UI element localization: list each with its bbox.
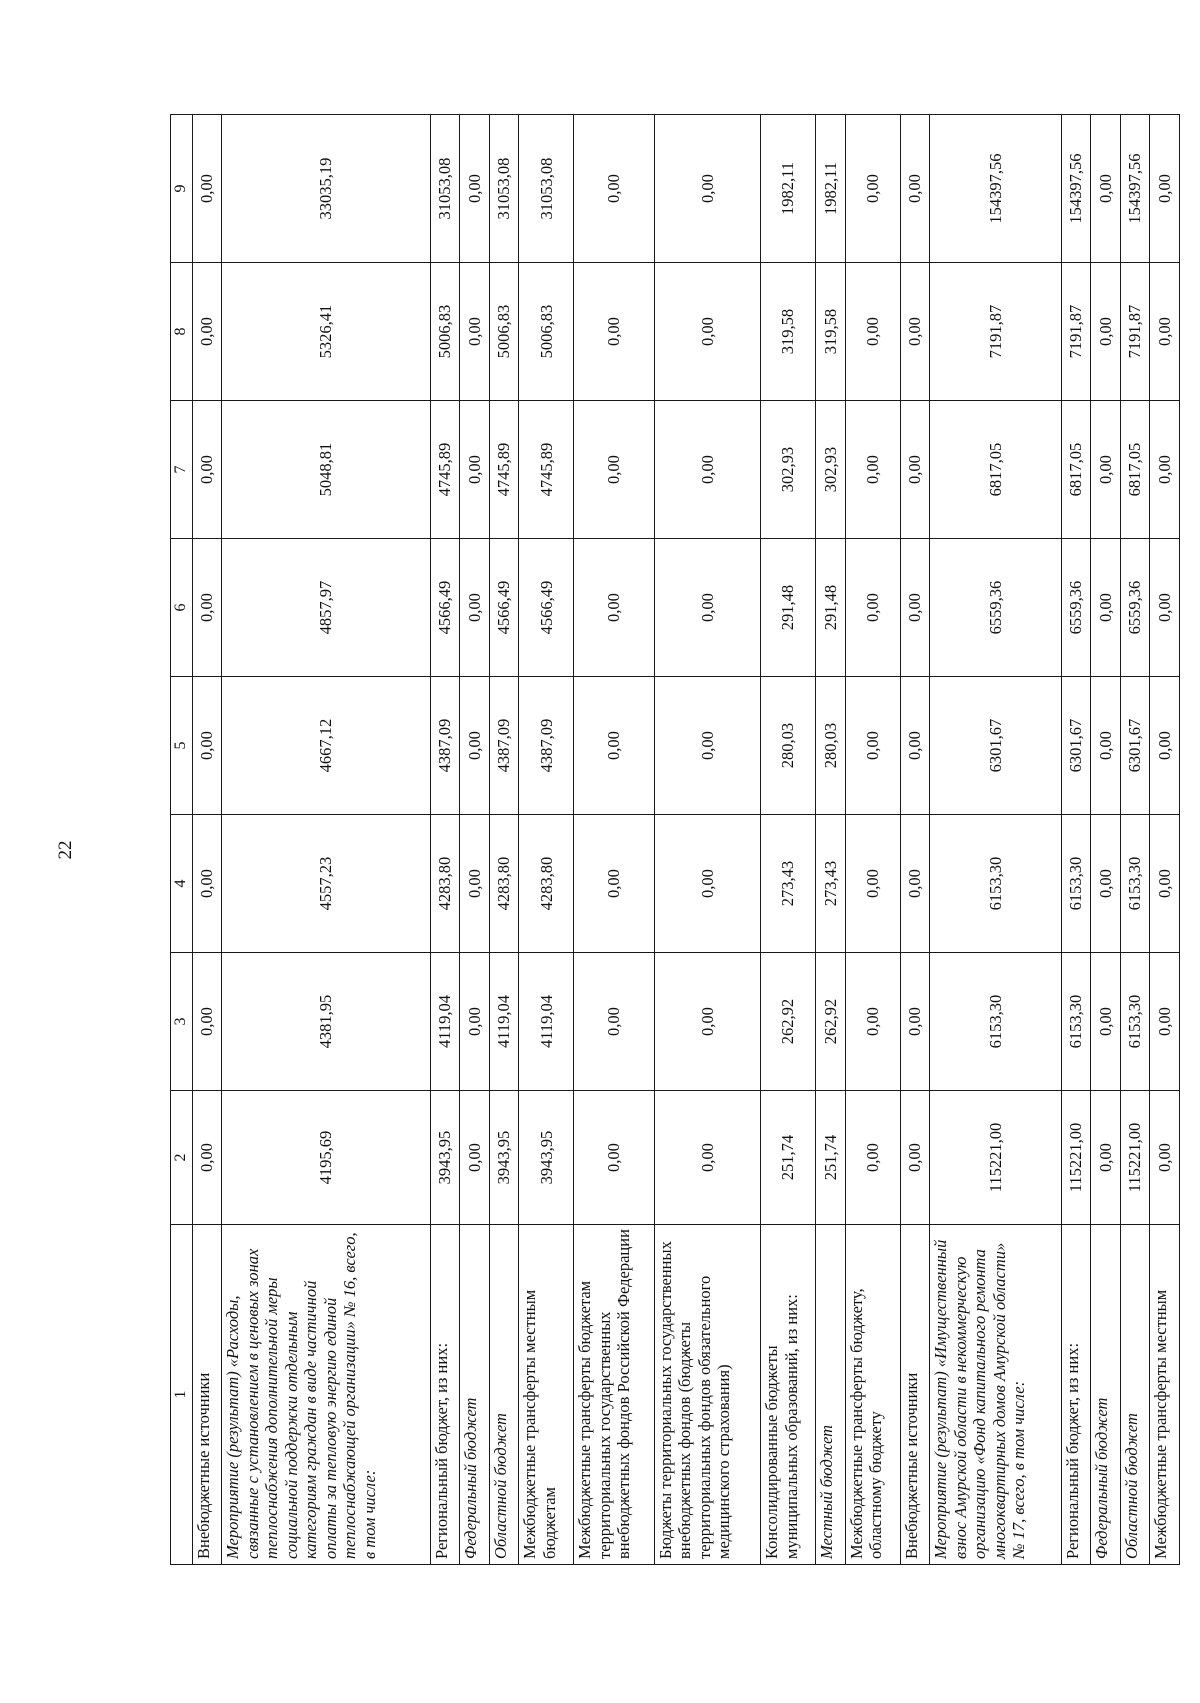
value-cell: 0,00 bbox=[192, 263, 221, 401]
value-cell: 6817,05 bbox=[930, 401, 1062, 539]
value-cell: 31053,08 bbox=[430, 115, 459, 263]
value-cell: 0,00 bbox=[192, 815, 221, 953]
value-cell: 0,00 bbox=[574, 953, 655, 1091]
value-cell: 4566,49 bbox=[430, 539, 459, 677]
value-cell: 1982,11 bbox=[761, 115, 816, 263]
value-cell: 3943,95 bbox=[430, 1091, 459, 1225]
budget-table-rotated bbox=[170, 115, 1180, 1565]
value-cell: 319,58 bbox=[816, 263, 845, 401]
value-cell: 4745,89 bbox=[430, 401, 459, 539]
table-row bbox=[192, 115, 221, 1565]
header-cell: 3 bbox=[171, 953, 193, 1091]
value-cell: 6817,05 bbox=[1120, 401, 1149, 539]
table-row bbox=[930, 115, 1062, 1565]
value-cell: 7191,87 bbox=[1061, 263, 1090, 401]
header-cell: 6 bbox=[171, 539, 193, 677]
value-cell: 0,00 bbox=[654, 401, 760, 539]
value-cell: 273,43 bbox=[816, 815, 845, 953]
value-cell: 4566,49 bbox=[489, 539, 518, 677]
value-cell: 0,00 bbox=[845, 677, 900, 815]
value-cell: 0,00 bbox=[654, 953, 760, 1091]
value-cell: 5006,83 bbox=[519, 263, 574, 401]
row-label: Внебюджетные источники bbox=[900, 1225, 929, 1565]
value-cell: 0,00 bbox=[654, 815, 760, 953]
header-cell: 1 bbox=[171, 1225, 193, 1565]
table-row bbox=[519, 115, 574, 1565]
value-cell: 0,00 bbox=[1150, 815, 1180, 953]
value-cell: 0,00 bbox=[192, 953, 221, 1091]
value-cell: 115221,00 bbox=[930, 1091, 1062, 1225]
row-label: Межбюджетные трансферты местным bbox=[1150, 1225, 1180, 1565]
header-row bbox=[171, 115, 193, 1565]
value-cell: 0,00 bbox=[192, 677, 221, 815]
row-label: Региональный бюджет, из них: bbox=[430, 1225, 459, 1565]
row-label: Мероприятие (результат) «Имущественный взнос Амурской области в некоммерческую организацию «Фонд капитального ремонта многоквартирных домов Амурской области» № 17, всего, в том числе: bbox=[930, 1225, 1062, 1565]
value-cell: 0,00 bbox=[654, 539, 760, 677]
value-cell: 251,74 bbox=[816, 1091, 845, 1225]
table-row bbox=[761, 115, 816, 1565]
value-cell: 273,43 bbox=[761, 815, 816, 953]
value-cell: 6301,67 bbox=[930, 677, 1062, 815]
value-cell: 0,00 bbox=[460, 677, 489, 815]
value-cell: 3943,95 bbox=[519, 1091, 574, 1225]
value-cell: 5326,41 bbox=[222, 263, 430, 401]
value-cell: 154397,56 bbox=[1061, 115, 1090, 263]
value-cell: 0,00 bbox=[192, 115, 221, 263]
value-cell: 0,00 bbox=[845, 539, 900, 677]
row-label: Областной бюджет bbox=[489, 1225, 518, 1565]
value-cell: 1982,11 bbox=[816, 115, 845, 263]
value-cell: 7191,87 bbox=[930, 263, 1062, 401]
value-cell: 0,00 bbox=[654, 263, 760, 401]
value-cell: 4667,12 bbox=[222, 677, 430, 815]
value-cell: 0,00 bbox=[654, 677, 760, 815]
value-cell: 302,93 bbox=[816, 401, 845, 539]
value-cell: 154397,56 bbox=[930, 115, 1062, 263]
table-row bbox=[1091, 115, 1120, 1565]
value-cell: 0,00 bbox=[1091, 677, 1120, 815]
header-cell: 8 bbox=[171, 263, 193, 401]
value-cell: 0,00 bbox=[1091, 953, 1120, 1091]
row-label: Межбюджетные трансферты бюджету, областному бюджету bbox=[845, 1225, 900, 1565]
value-cell: 0,00 bbox=[1150, 263, 1180, 401]
row-label: Областной бюджет bbox=[1120, 1225, 1149, 1565]
value-cell: 5006,83 bbox=[489, 263, 518, 401]
value-cell: 5006,83 bbox=[430, 263, 459, 401]
value-cell: 0,00 bbox=[1150, 677, 1180, 815]
value-cell: 33035,19 bbox=[222, 115, 430, 263]
table-row bbox=[654, 115, 760, 1565]
value-cell: 0,00 bbox=[574, 1091, 655, 1225]
value-cell: 4566,49 bbox=[519, 539, 574, 677]
row-label: Региональный бюджет, из них: bbox=[1061, 1225, 1090, 1565]
value-cell: 291,48 bbox=[816, 539, 845, 677]
header-cell: 9 bbox=[171, 115, 193, 263]
value-cell: 0,00 bbox=[845, 815, 900, 953]
page-number: 22 bbox=[55, 840, 76, 860]
value-cell: 4745,89 bbox=[489, 401, 518, 539]
value-cell: 6817,05 bbox=[1061, 401, 1090, 539]
value-cell: 0,00 bbox=[845, 1091, 900, 1225]
row-label: Местный бюджет bbox=[816, 1225, 845, 1565]
value-cell: 115221,00 bbox=[1061, 1091, 1090, 1225]
value-cell: 6153,30 bbox=[1061, 953, 1090, 1091]
value-cell: 0,00 bbox=[574, 401, 655, 539]
value-cell: 0,00 bbox=[1091, 401, 1120, 539]
value-cell: 0,00 bbox=[460, 1091, 489, 1225]
value-cell: 0,00 bbox=[1091, 539, 1120, 677]
row-label: Бюджеты территориальных государственных внебюджетных фондов (бюджеты территориальных фондов обязательного медицинского страхования) bbox=[654, 1225, 760, 1565]
value-cell: 280,03 bbox=[761, 677, 816, 815]
value-cell: 0,00 bbox=[574, 815, 655, 953]
value-cell: 6153,30 bbox=[1120, 815, 1149, 953]
value-cell: 0,00 bbox=[1150, 115, 1180, 263]
value-cell: 6153,30 bbox=[1120, 953, 1149, 1091]
value-cell: 3943,95 bbox=[489, 1091, 518, 1225]
value-cell: 0,00 bbox=[460, 401, 489, 539]
row-label: Федеральный бюджет bbox=[1091, 1225, 1120, 1565]
value-cell: 4119,04 bbox=[430, 953, 459, 1091]
value-cell: 0,00 bbox=[574, 539, 655, 677]
table-row bbox=[1061, 115, 1090, 1565]
table-row bbox=[900, 115, 929, 1565]
value-cell: 0,00 bbox=[574, 115, 655, 263]
row-label: Мероприятие (результат) «Расходы, связанные с установлением в ценовых зонах теплоснабжения дополнительной меры социальной поддержки отдельным категориям граждан в виде частичной оплаты за тепловую энергию единой теплоснабжающей организации» № 16, всего, в том числе: bbox=[222, 1225, 430, 1565]
row-label: Внебюджетные источники bbox=[192, 1225, 221, 1565]
value-cell: 0,00 bbox=[460, 115, 489, 263]
value-cell: 5048,81 bbox=[222, 401, 430, 539]
value-cell: 0,00 bbox=[460, 539, 489, 677]
value-cell: 0,00 bbox=[900, 539, 929, 677]
value-cell: 4195,69 bbox=[222, 1091, 430, 1225]
value-cell: 6301,67 bbox=[1120, 677, 1149, 815]
value-cell: 0,00 bbox=[1150, 953, 1180, 1091]
value-cell: 0,00 bbox=[845, 263, 900, 401]
value-cell: 4387,09 bbox=[430, 677, 459, 815]
value-cell: 4387,09 bbox=[519, 677, 574, 815]
value-cell: 280,03 bbox=[816, 677, 845, 815]
table-row bbox=[430, 115, 459, 1565]
value-cell: 0,00 bbox=[900, 953, 929, 1091]
value-cell: 0,00 bbox=[1150, 401, 1180, 539]
value-cell: 262,92 bbox=[816, 953, 845, 1091]
table-row bbox=[489, 115, 518, 1565]
value-cell: 291,48 bbox=[761, 539, 816, 677]
value-cell: 302,93 bbox=[761, 401, 816, 539]
row-label: Межбюджетные трансферты бюджетам территориальных государственных внебюджетных фондов Российской Федерации bbox=[574, 1225, 655, 1565]
value-cell: 0,00 bbox=[192, 401, 221, 539]
value-cell: 4557,23 bbox=[222, 815, 430, 953]
value-cell: 0,00 bbox=[845, 953, 900, 1091]
value-cell: 4387,09 bbox=[489, 677, 518, 815]
value-cell: 0,00 bbox=[1150, 1091, 1180, 1225]
table-row bbox=[1120, 115, 1149, 1565]
value-cell: 0,00 bbox=[845, 115, 900, 263]
row-label: Консолидированные бюджеты муниципальных образований, из них: bbox=[761, 1225, 816, 1565]
value-cell: 4283,80 bbox=[430, 815, 459, 953]
value-cell: 262,92 bbox=[761, 953, 816, 1091]
table-row bbox=[574, 115, 655, 1565]
value-cell: 0,00 bbox=[1091, 115, 1120, 263]
row-label: Федеральный бюджет bbox=[460, 1225, 489, 1565]
header-cell: 7 bbox=[171, 401, 193, 539]
value-cell: 0,00 bbox=[900, 401, 929, 539]
value-cell: 31053,08 bbox=[519, 115, 574, 263]
value-cell: 6301,67 bbox=[1061, 677, 1090, 815]
value-cell: 0,00 bbox=[900, 815, 929, 953]
value-cell: 0,00 bbox=[460, 815, 489, 953]
value-cell: 0,00 bbox=[900, 263, 929, 401]
value-cell: 0,00 bbox=[900, 115, 929, 263]
value-cell: 0,00 bbox=[460, 953, 489, 1091]
value-cell: 31053,08 bbox=[489, 115, 518, 263]
value-cell: 0,00 bbox=[654, 115, 760, 263]
value-cell: 0,00 bbox=[1091, 263, 1120, 401]
value-cell: 0,00 bbox=[192, 1091, 221, 1225]
header-cell: 4 bbox=[171, 815, 193, 953]
value-cell: 319,58 bbox=[761, 263, 816, 401]
value-cell: 6153,30 bbox=[930, 953, 1062, 1091]
value-cell: 6559,36 bbox=[1120, 539, 1149, 677]
value-cell: 0,00 bbox=[1091, 815, 1120, 953]
value-cell: 0,00 bbox=[192, 539, 221, 677]
value-cell: 0,00 bbox=[574, 677, 655, 815]
value-cell: 4283,80 bbox=[519, 815, 574, 953]
value-cell: 0,00 bbox=[1150, 539, 1180, 677]
table-row bbox=[222, 115, 430, 1565]
value-cell: 4381,95 bbox=[222, 953, 430, 1091]
value-cell: 115221,00 bbox=[1120, 1091, 1149, 1225]
value-cell: 7191,87 bbox=[1120, 263, 1149, 401]
header-cell: 5 bbox=[171, 677, 193, 815]
value-cell: 0,00 bbox=[574, 263, 655, 401]
table-row bbox=[1150, 115, 1180, 1565]
value-cell: 0,00 bbox=[654, 1091, 760, 1225]
value-cell: 6153,30 bbox=[930, 815, 1062, 953]
value-cell: 154397,56 bbox=[1120, 115, 1149, 263]
value-cell: 4119,04 bbox=[519, 953, 574, 1091]
value-cell: 6153,30 bbox=[1061, 815, 1090, 953]
table-row bbox=[816, 115, 845, 1565]
budget-table bbox=[170, 114, 1180, 1565]
table-row bbox=[845, 115, 900, 1565]
value-cell: 4745,89 bbox=[519, 401, 574, 539]
value-cell: 4283,80 bbox=[489, 815, 518, 953]
table-row bbox=[460, 115, 489, 1565]
value-cell: 251,74 bbox=[761, 1091, 816, 1225]
value-cell: 0,00 bbox=[900, 677, 929, 815]
value-cell: 4857,97 bbox=[222, 539, 430, 677]
row-label: Межбюджетные трансферты местным бюджетам bbox=[519, 1225, 574, 1565]
header-cell: 2 bbox=[171, 1091, 193, 1225]
value-cell: 0,00 bbox=[1091, 1091, 1120, 1225]
value-cell: 4119,04 bbox=[489, 953, 518, 1091]
value-cell: 0,00 bbox=[845, 401, 900, 539]
value-cell: 6559,36 bbox=[930, 539, 1062, 677]
value-cell: 6559,36 bbox=[1061, 539, 1090, 677]
value-cell: 0,00 bbox=[900, 1091, 929, 1225]
value-cell: 0,00 bbox=[460, 263, 489, 401]
